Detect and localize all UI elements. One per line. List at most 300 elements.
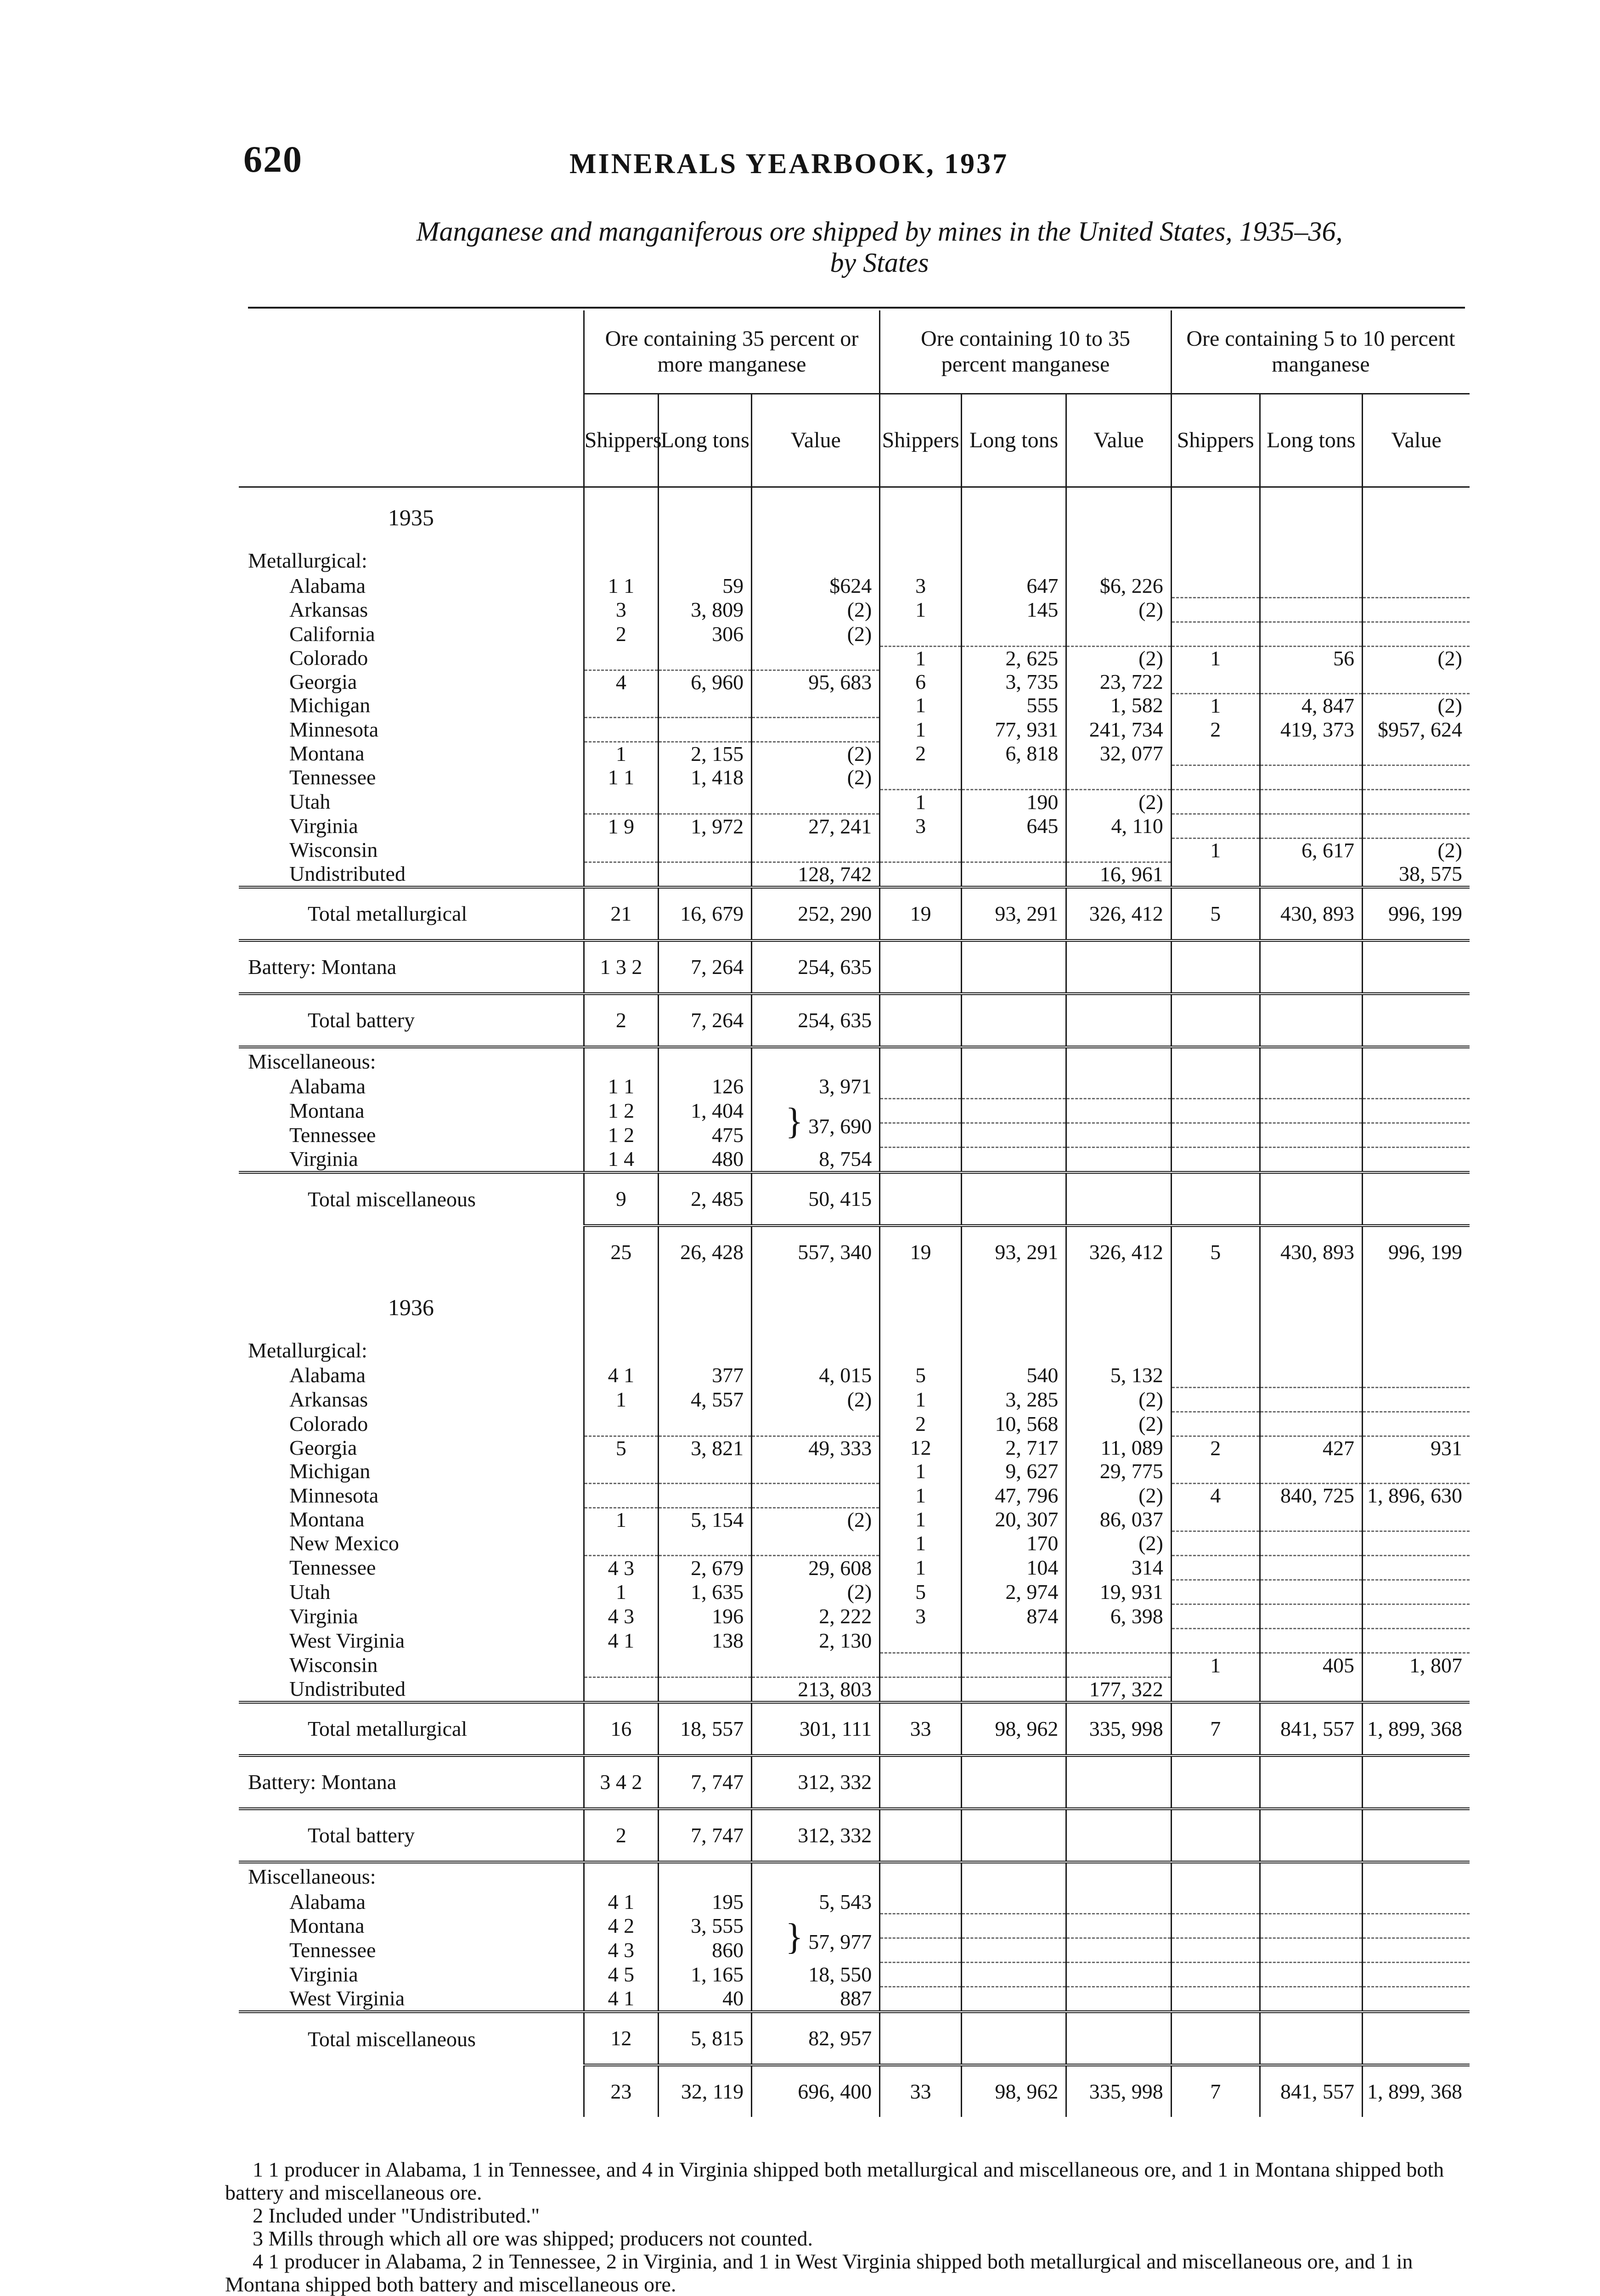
state-name: Utah — [289, 1580, 331, 1604]
cell-v3 — [1362, 1890, 1470, 1914]
state-row — [239, 790, 1470, 814]
cell-t2 — [961, 1098, 1066, 1123]
cell-v3: 996, 199 — [1362, 1226, 1470, 1277]
state-row — [239, 1508, 1470, 1531]
cell-s3 — [1171, 1337, 1260, 1364]
state-row — [239, 1075, 1470, 1099]
cell-v3 — [1362, 1508, 1470, 1531]
cell-s2: 1 — [880, 647, 962, 670]
cell-s3 — [1171, 765, 1260, 790]
cell-s3 — [1171, 1963, 1260, 1987]
cell-t3: 841, 557 — [1260, 1702, 1362, 1756]
cell-v1 — [752, 838, 880, 862]
state-name: Montana — [289, 1914, 365, 1937]
cell-s2 — [880, 1075, 962, 1099]
cell-t2 — [961, 1862, 1066, 1890]
cell-t2 — [961, 487, 1066, 548]
cell-t3 — [1260, 487, 1362, 548]
cell-s1: 1 4 — [584, 1147, 658, 1172]
cell-s3 — [1171, 790, 1260, 814]
cell-v1: (2) — [752, 742, 880, 765]
col-shippers: Shippers — [1171, 394, 1260, 487]
cell-v1 — [752, 487, 880, 548]
cell-s1: 4 1 — [584, 1629, 658, 1653]
cell-t3 — [1260, 1277, 1362, 1337]
cell-t3 — [1260, 1914, 1362, 1938]
cell-s1 — [584, 1677, 658, 1703]
cell-v1: 49, 333 — [752, 1436, 880, 1460]
footnote-1: 1 1 producer in Alabama, 1 in Tennessee, and 4 in Virginia shipped both metallurgical and miscellaneous ore, and 1 in Montana shipped both battery and miscellaneous ore. — [225, 2158, 1444, 2204]
cell-s3 — [1171, 1938, 1260, 1963]
cell-s2 — [880, 940, 962, 994]
cell-t1 — [659, 790, 752, 814]
cell-v1 — [752, 1412, 880, 1436]
cell-s2: 1 — [880, 694, 962, 718]
cell-v3: (2) — [1362, 694, 1470, 718]
cell-t3 — [1260, 1629, 1362, 1653]
cell-s3 — [1171, 574, 1260, 598]
cell-v2 — [1066, 622, 1171, 647]
cell-s3 — [1171, 670, 1260, 694]
cell-t1: 196 — [659, 1604, 752, 1629]
cell-t2 — [961, 1337, 1066, 1364]
cell-v1 — [752, 1862, 880, 1890]
cell-t3 — [1260, 1172, 1362, 1226]
cell-t2: 47, 796 — [961, 1483, 1066, 1508]
bracket-value: 57, 977 — [808, 1930, 872, 1953]
cell-v3: 931 — [1362, 1436, 1470, 1460]
state-row — [239, 1412, 1470, 1436]
bracket-value-cell — [752, 1914, 880, 1963]
cell-t1 — [659, 487, 752, 548]
cell-s2: 1 — [880, 598, 962, 622]
state-name: Michigan — [289, 1459, 371, 1483]
cell-s1 — [584, 717, 658, 742]
cell-s3 — [1171, 1629, 1260, 1653]
cell-t3 — [1260, 1809, 1362, 1862]
battery-label: Battery: Montana — [239, 1756, 584, 1809]
cell-s2: 5 — [880, 1364, 962, 1388]
col-long-tons: Long tons — [1260, 394, 1362, 487]
cell-v3 — [1362, 1629, 1470, 1653]
group-header-5-10: Ore containing 5 to 10 percent manganese — [1171, 310, 1470, 394]
page-number: 620 — [243, 138, 303, 180]
cell-t2: 93, 291 — [961, 887, 1066, 940]
cell-t3: 6, 617 — [1260, 838, 1362, 862]
state-name: Wisconsin — [289, 1653, 378, 1677]
cell-v3: $957, 624 — [1362, 717, 1470, 742]
cell-s2: 33 — [880, 1702, 962, 1756]
col-value: Value — [1066, 394, 1171, 487]
state-row — [239, 742, 1470, 765]
footnotes — [225, 2158, 1465, 2296]
cell-t3 — [1260, 1862, 1362, 1890]
cell-s1: 4 1 — [584, 1364, 658, 1388]
cell-t2 — [961, 1047, 1066, 1075]
cell-t2 — [961, 1677, 1066, 1703]
cell-s3 — [1171, 1412, 1260, 1436]
cell-s1: 25 — [584, 1226, 658, 1277]
cell-t3 — [1260, 1580, 1362, 1604]
cell-s2: 6 — [880, 670, 962, 694]
cell-v2 — [1066, 765, 1171, 790]
cell-v2: (2) — [1066, 1531, 1171, 1556]
state-name: Colorado — [289, 646, 368, 670]
footnote-2: 2 Included under "Undistributed." — [253, 2204, 540, 2227]
cell-v1: 29, 608 — [752, 1556, 880, 1580]
group-header-35-plus: Ore containing 35 percent or more manganese — [584, 310, 880, 394]
cell-t3 — [1260, 1412, 1362, 1436]
cell-v2 — [1066, 1756, 1171, 1809]
cell-s3 — [1171, 1364, 1260, 1388]
cell-v3 — [1362, 1047, 1470, 1075]
cell-t2: 20, 307 — [961, 1508, 1066, 1531]
state-name: Tennessee — [289, 1123, 376, 1147]
cell-t2: 540 — [961, 1364, 1066, 1388]
manganese-shipments-table — [239, 310, 1470, 2117]
cell-s3 — [1171, 1147, 1260, 1172]
cell-t2 — [961, 838, 1066, 862]
cell-t3 — [1260, 1387, 1362, 1412]
cell-v2: 5, 132 — [1066, 1364, 1171, 1388]
cell-v2 — [1066, 838, 1171, 862]
cell-t3: 430, 893 — [1260, 887, 1362, 940]
cell-v2 — [1066, 1075, 1171, 1099]
cell-v2: 19, 931 — [1066, 1580, 1171, 1604]
state-name: New Mexico — [289, 1531, 399, 1555]
total-label: Total battery — [239, 994, 584, 1047]
bracket-value: 37, 690 — [808, 1114, 872, 1138]
cell-s3 — [1171, 1508, 1260, 1531]
cell-s3 — [1171, 547, 1260, 574]
cell-v1: (2) — [752, 1387, 880, 1412]
state-name: Arkansas — [289, 1387, 368, 1411]
cell-s2 — [880, 765, 962, 790]
cell-t1: 475 — [659, 1123, 752, 1147]
cell-v3 — [1362, 1412, 1470, 1436]
cell-s1: 2 — [584, 1809, 658, 1862]
cell-t2 — [961, 940, 1066, 994]
cell-v3 — [1362, 1460, 1470, 1484]
state-name: Montana — [289, 742, 365, 765]
cell-s3 — [1171, 1123, 1260, 1147]
cell-s3: 7 — [1171, 1702, 1260, 1756]
state-row — [239, 1890, 1470, 1914]
cell-t1: 2, 485 — [659, 1172, 752, 1226]
cell-s2: 33 — [880, 2065, 962, 2117]
cell-v3 — [1362, 622, 1470, 647]
state-name: Utah — [289, 790, 331, 813]
grand-total-label — [239, 1226, 584, 1277]
brace-mark: } — [785, 1101, 803, 1142]
col-long-tons: Long tons — [659, 394, 752, 487]
cell-v2 — [1066, 1890, 1171, 1914]
cell-s2 — [880, 1890, 962, 1914]
cell-s2: 2 — [880, 1412, 962, 1436]
cell-t1: 306 — [659, 622, 752, 647]
cell-t2: 170 — [961, 1531, 1066, 1556]
cell-v1 — [752, 1277, 880, 1337]
footnote-3: 3 Mills through which all ore was shipped; producers not counted. — [253, 2227, 813, 2250]
cell-s1: 1 1 — [584, 574, 658, 598]
cell-s3: 1 — [1171, 647, 1260, 670]
cell-t2: 874 — [961, 1604, 1066, 1629]
grand-total-row — [239, 1226, 1470, 1277]
cell-s1: 9 — [584, 1172, 658, 1226]
cell-s2 — [880, 487, 962, 548]
state-row — [239, 1987, 1470, 2012]
cell-s1: 5 — [584, 1436, 658, 1460]
cell-s1 — [584, 838, 658, 862]
cell-t3 — [1260, 765, 1362, 790]
state-name: Colorado — [289, 1412, 368, 1435]
total-row — [239, 887, 1470, 940]
stub-header — [239, 310, 584, 394]
cell-s3 — [1171, 742, 1260, 765]
cell-t2: 98, 962 — [961, 1702, 1066, 1756]
cell-t1: 1, 972 — [659, 814, 752, 838]
cell-t3 — [1260, 1677, 1362, 1703]
cell-t1 — [659, 547, 752, 574]
cell-t3 — [1260, 1047, 1362, 1075]
cell-t1: 1, 404 — [659, 1098, 752, 1123]
cell-t1: 40 — [659, 1987, 752, 2012]
cell-s2 — [880, 1809, 962, 1862]
state-row — [239, 1604, 1470, 1629]
cell-v1: 557, 340 — [752, 1226, 880, 1277]
cell-s3 — [1171, 994, 1260, 1047]
cell-v1: 887 — [752, 1987, 880, 2012]
cell-v1: 213, 803 — [752, 1677, 880, 1703]
cell-v2: (2) — [1066, 1387, 1171, 1412]
cell-t1 — [659, 1277, 752, 1337]
cell-s1 — [584, 487, 658, 548]
cell-t2: 3, 735 — [961, 670, 1066, 694]
cell-s2 — [880, 1914, 962, 1938]
cell-t1: 5, 815 — [659, 2012, 752, 2065]
state-name: Arkansas — [289, 598, 368, 621]
cell-t1: 59 — [659, 574, 752, 598]
cell-s2 — [880, 1172, 962, 1226]
cell-s3: 1 — [1171, 838, 1260, 862]
cell-t1: 3, 809 — [659, 598, 752, 622]
cell-v1: $624 — [752, 574, 880, 598]
cell-s1 — [584, 790, 658, 814]
cell-s1 — [584, 1862, 658, 1890]
col-shippers: Shippers — [880, 394, 962, 487]
cell-v3 — [1362, 1123, 1470, 1147]
cell-v3 — [1362, 1938, 1470, 1963]
cell-s1 — [584, 1460, 658, 1484]
cell-s3 — [1171, 487, 1260, 548]
cell-s1: 1 — [584, 1508, 658, 1531]
cell-v2: 326, 412 — [1066, 1226, 1171, 1277]
cell-v3 — [1362, 1809, 1470, 1862]
cell-s1: 2 — [584, 622, 658, 647]
cell-t3 — [1260, 1123, 1362, 1147]
cell-v1: (2) — [752, 1508, 880, 1531]
cell-v1: 27, 241 — [752, 814, 880, 838]
year-label: 1936 — [388, 1294, 434, 1320]
cell-v3 — [1362, 1337, 1470, 1364]
cell-t2 — [961, 1756, 1066, 1809]
cell-v2: 29, 775 — [1066, 1460, 1171, 1484]
cell-t3 — [1260, 1508, 1362, 1531]
state-row — [239, 1364, 1470, 1388]
year-row — [239, 487, 1470, 548]
cell-s1: 1 2 — [584, 1098, 658, 1123]
cell-s2 — [880, 1629, 962, 1653]
cell-v2: 23, 722 — [1066, 670, 1171, 694]
cell-t2 — [961, 547, 1066, 574]
cell-s1: 4 5 — [584, 1963, 658, 1987]
cell-t2: 2, 625 — [961, 647, 1066, 670]
cell-t3: 56 — [1260, 647, 1362, 670]
cell-v2 — [1066, 1147, 1171, 1172]
cell-v1: 82, 957 — [752, 2012, 880, 2065]
cell-v2 — [1066, 487, 1171, 548]
cell-t3 — [1260, 862, 1362, 887]
cell-t3 — [1260, 1075, 1362, 1099]
group-header-row — [239, 310, 1470, 394]
cell-t2 — [961, 2012, 1066, 2065]
cell-s1 — [584, 1337, 658, 1364]
table-top-rule — [248, 307, 1465, 309]
cell-s3 — [1171, 622, 1260, 647]
cell-v3 — [1362, 1364, 1470, 1388]
cell-v3: (2) — [1362, 838, 1470, 862]
cell-t1: 3, 555 — [659, 1914, 752, 1938]
cell-s1: 12 — [584, 2012, 658, 2065]
cell-t3 — [1260, 1098, 1362, 1123]
cell-t3 — [1260, 1604, 1362, 1629]
year-label: 1935 — [388, 505, 434, 530]
state-name: Alabama — [289, 1075, 366, 1098]
cell-t2: 2, 974 — [961, 1580, 1066, 1604]
category-row — [239, 1337, 1470, 1364]
cell-v1: 696, 400 — [752, 2065, 880, 2117]
state-row — [239, 670, 1470, 694]
cell-v2: 86, 037 — [1066, 1508, 1171, 1531]
cell-v1 — [752, 1047, 880, 1075]
cell-t1 — [659, 1460, 752, 1484]
cell-s1: 1 — [584, 1387, 658, 1412]
state-name: Virginia — [289, 814, 358, 838]
cell-v1: 8, 754 — [752, 1147, 880, 1172]
cell-t1: 138 — [659, 1629, 752, 1653]
grand-total-label — [239, 2065, 584, 2117]
cell-v1: 312, 332 — [752, 1756, 880, 1809]
cell-s2: 19 — [880, 1226, 962, 1277]
cell-s2 — [880, 1756, 962, 1809]
cell-t3 — [1260, 598, 1362, 622]
cell-v2: 4, 110 — [1066, 814, 1171, 838]
cell-t2: 6, 818 — [961, 742, 1066, 765]
cell-v3 — [1362, 1914, 1470, 1938]
total-label: Total miscellaneous — [239, 1172, 584, 1226]
cell-s3 — [1171, 1809, 1260, 1862]
cell-v2 — [1066, 1987, 1171, 2012]
table-caption — [243, 216, 1515, 278]
state-row — [239, 1914, 1470, 1938]
cell-t2: 190 — [961, 790, 1066, 814]
cell-s1: 1 1 — [584, 765, 658, 790]
cell-t1 — [659, 647, 752, 670]
cell-s2: 19 — [880, 887, 962, 940]
cell-v2 — [1066, 2012, 1171, 2065]
cell-v3 — [1362, 1677, 1470, 1703]
cell-t2: 647 — [961, 574, 1066, 598]
state-row — [239, 694, 1470, 718]
cell-s1: 4 1 — [584, 1890, 658, 1914]
state-row — [239, 1677, 1470, 1703]
cell-v2: 1, 582 — [1066, 694, 1171, 718]
cell-t3: 841, 557 — [1260, 2065, 1362, 2117]
cell-t2 — [961, 1963, 1066, 1987]
cell-t1: 7, 747 — [659, 1756, 752, 1809]
cell-s3 — [1171, 1531, 1260, 1556]
cell-t2 — [961, 765, 1066, 790]
cell-s1: 23 — [584, 2065, 658, 2117]
footnote-4: 4 1 producer in Alabama, 2 in Tennessee, 2 in Virginia, and 1 in West Virginia shipped both metallurgical and miscellaneous ore, and 1 in Montana shipped both battery and miscellaneous ore. — [225, 2250, 1413, 2296]
cell-s2: 2 — [880, 742, 962, 765]
cell-s2 — [880, 994, 962, 1047]
state-row — [239, 717, 1470, 742]
cell-s2 — [880, 1677, 962, 1703]
cell-t1: 5, 154 — [659, 1508, 752, 1531]
cell-v1: 50, 415 — [752, 1172, 880, 1226]
state-name: Georgia — [289, 670, 357, 693]
cell-t1: 2, 679 — [659, 1556, 752, 1580]
cell-s2 — [880, 547, 962, 574]
cell-v1: (2) — [752, 622, 880, 647]
cell-s3 — [1171, 1098, 1260, 1123]
cell-t2 — [961, 1809, 1066, 1862]
cell-t3 — [1260, 742, 1362, 765]
cell-v3 — [1362, 598, 1470, 622]
cell-v2 — [1066, 994, 1171, 1047]
cell-s1 — [584, 1483, 658, 1508]
cell-v1: 312, 332 — [752, 1809, 880, 1862]
cell-t3 — [1260, 1531, 1362, 1556]
category-label: Miscellaneous: — [239, 1862, 584, 1890]
cell-t3 — [1260, 1890, 1362, 1914]
cell-v1 — [752, 547, 880, 574]
state-row — [239, 1387, 1470, 1412]
cell-s1 — [584, 647, 658, 670]
cell-s1: 4 3 — [584, 1556, 658, 1580]
cell-v1: 4, 015 — [752, 1364, 880, 1388]
cell-s1: 3 — [584, 598, 658, 622]
cell-s1: 4 1 — [584, 1987, 658, 2012]
cell-v2 — [1066, 1123, 1171, 1147]
state-name: Montana — [289, 1098, 365, 1122]
cell-v1: (2) — [752, 765, 880, 790]
cell-v1: 254, 635 — [752, 940, 880, 994]
state-row — [239, 765, 1470, 790]
state-name: California — [289, 622, 375, 646]
cell-s1: 3 4 2 — [584, 1756, 658, 1809]
cell-v2: 177, 322 — [1066, 1677, 1171, 1703]
cell-v3 — [1362, 1756, 1470, 1809]
caption-line-2: by States — [830, 248, 929, 278]
cell-v3 — [1362, 547, 1470, 574]
cell-s2: 3 — [880, 574, 962, 598]
cell-t1 — [659, 1653, 752, 1677]
cell-v3 — [1362, 1277, 1470, 1337]
cell-v2: 11, 089 — [1066, 1436, 1171, 1460]
cell-v3 — [1362, 994, 1470, 1047]
